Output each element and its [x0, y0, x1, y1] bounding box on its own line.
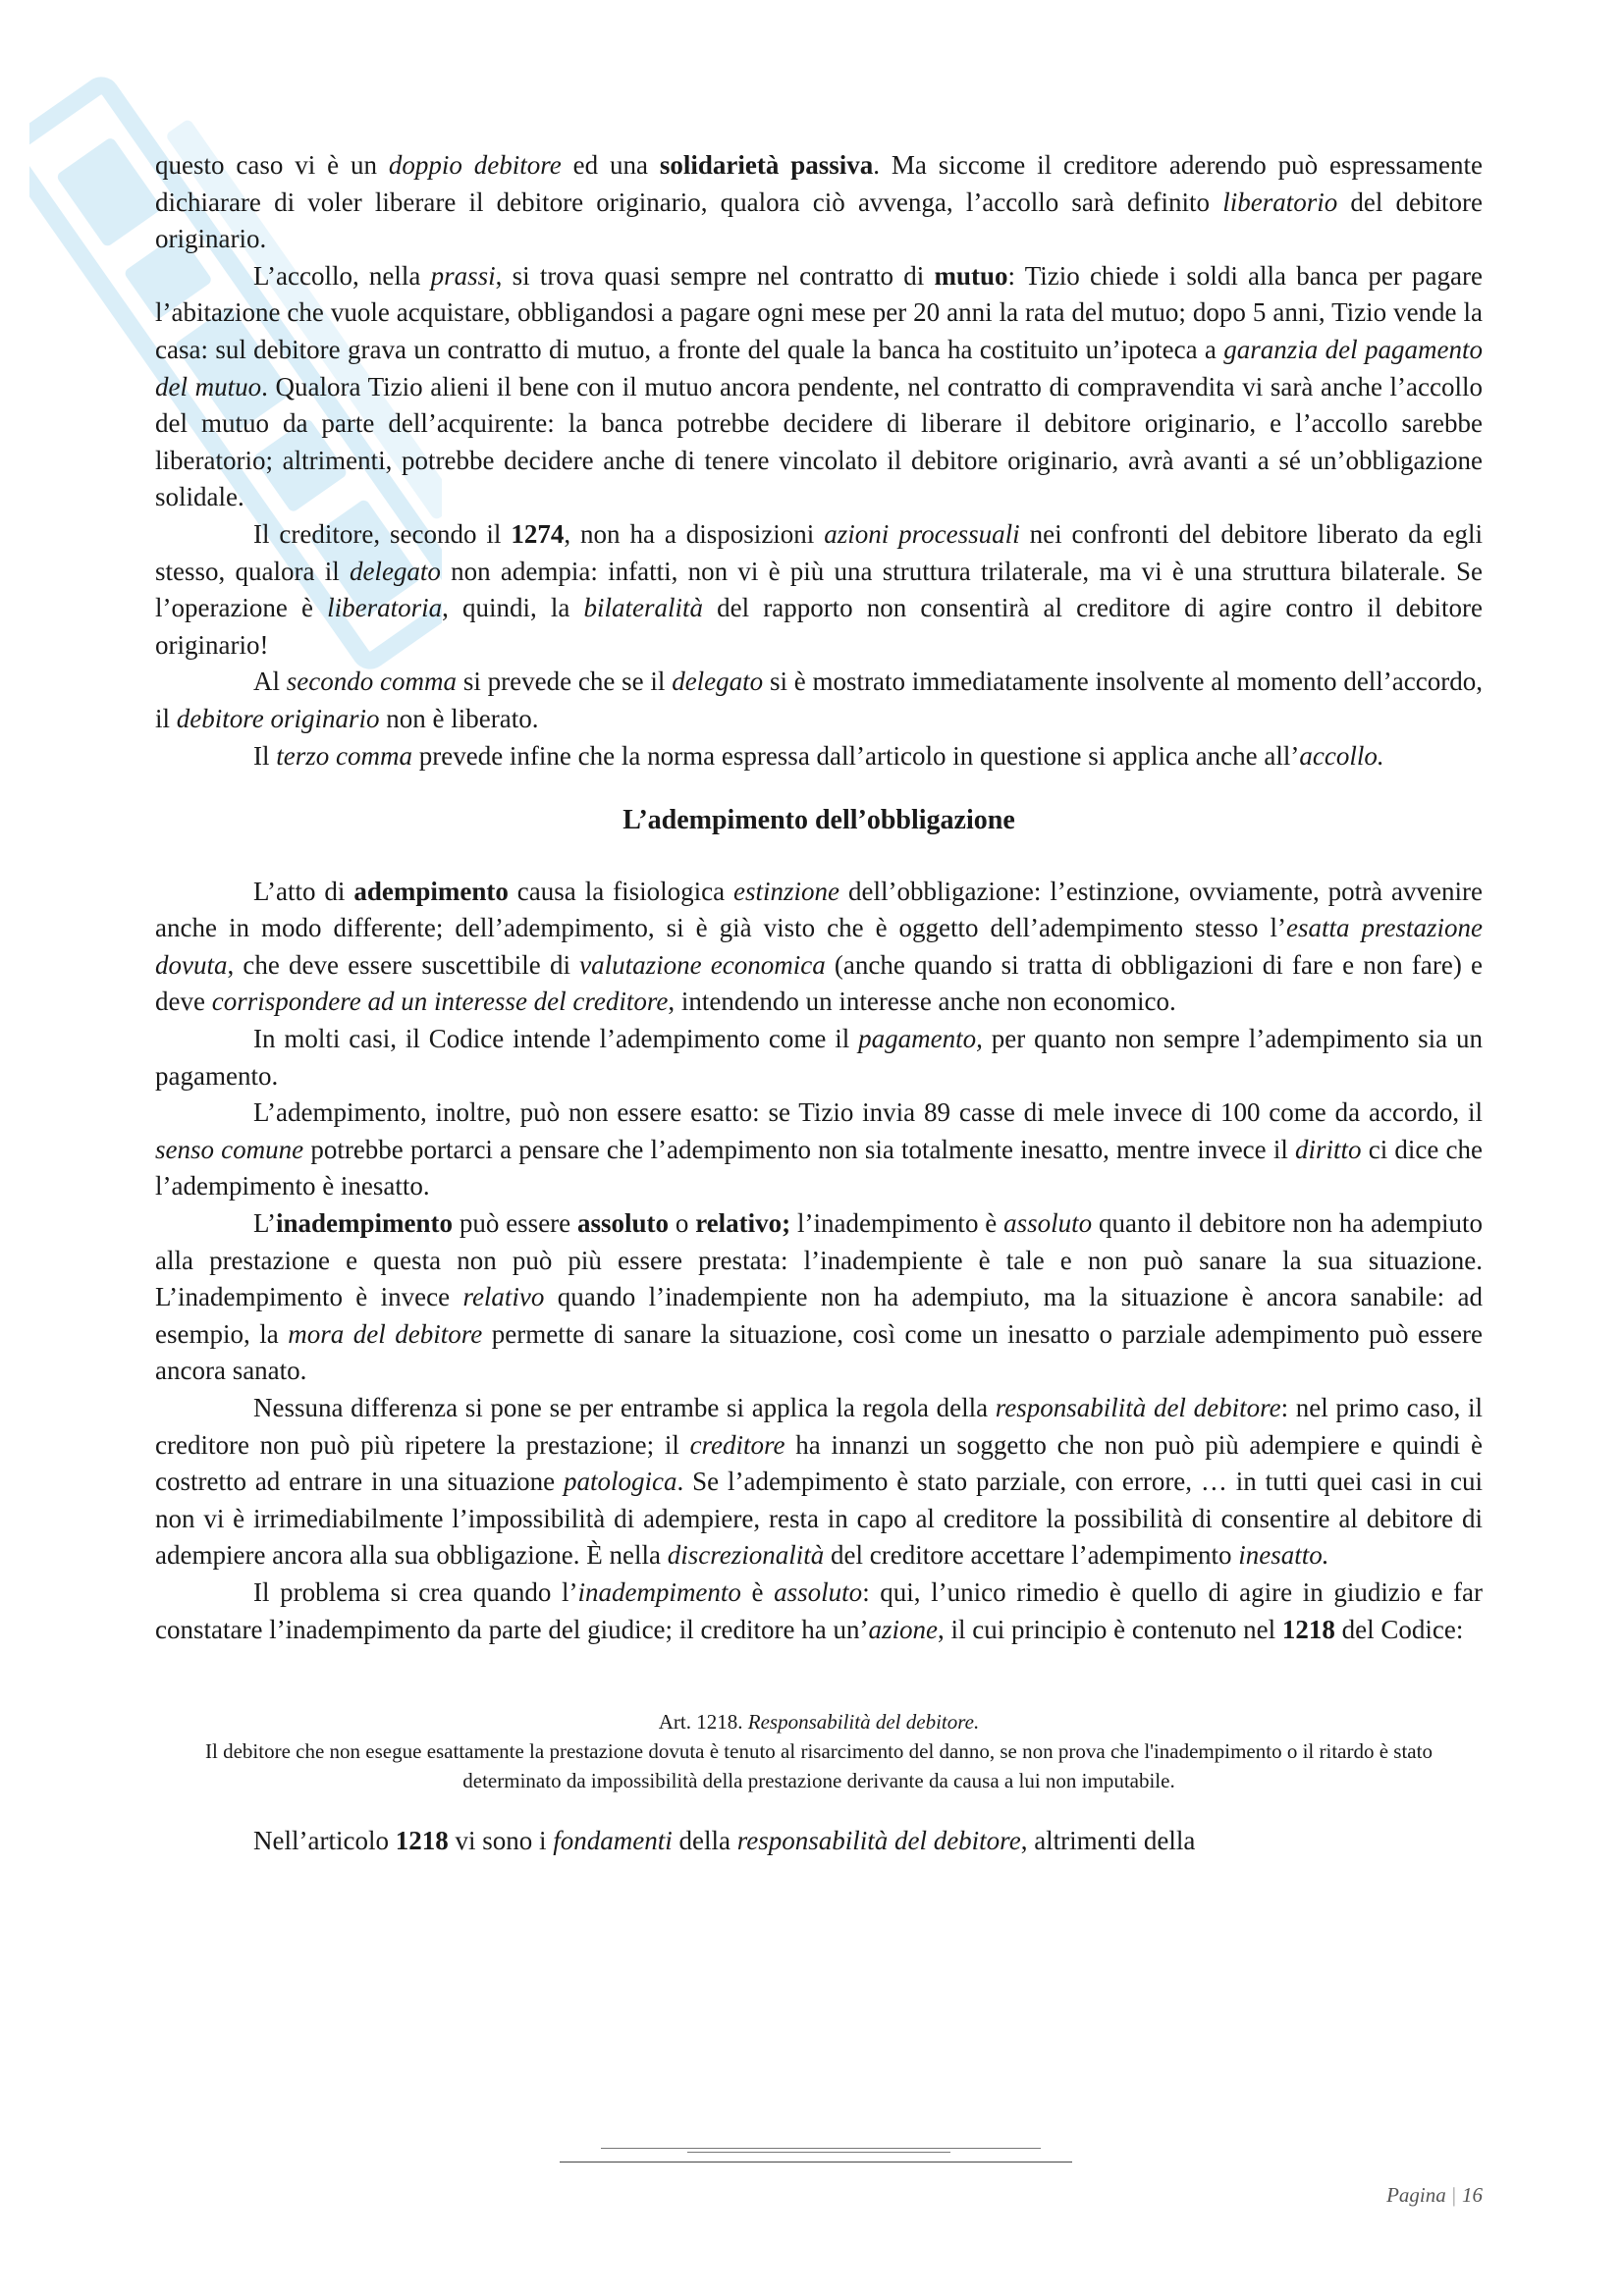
- page-number-footer: [1386, 2183, 1483, 2208]
- strong-solidarieta-passiva: solidarietà passiva: [659, 150, 874, 180]
- footer-rule-top: [601, 2148, 1041, 2149]
- paragraph-4: Al secondo comma si prevede che se il delegato si è mostrato immediatamente insolvente al momento dell’accordo, il debitore originario non è liberato.: [155, 667, 1483, 733]
- article-quote-title: Art. 1218. Responsabilità del debitore.: [658, 1710, 980, 1735]
- paragraph-7: In molti casi, il Codice intende l’adempimento come il pagamento, per quanto non sempre l’adempimento sia un pagamento.: [155, 1024, 1483, 1091]
- article-quote: [155, 1707, 1483, 1795]
- page-body: [155, 147, 1483, 1860]
- footer-label: Pagina: [1386, 2183, 1446, 2207]
- footer-separator: |: [1451, 2183, 1456, 2207]
- paragraph-11: Il problema si crea quando l’inadempimento è assoluto: qui, l’unico rimedio è quello di agire in giudizio e far constatare l’inadempimento da parte del giudice; il creditore ha un’azione, il cui principio è contenuto nel 1218 del Codice:: [155, 1576, 1484, 1644]
- footer-rule-bottom: [560, 2162, 1072, 2163]
- paragraph-12: Nell’articolo 1218 vi sono i fondamenti della responsabilità del debitore, altrimenti della: [253, 1826, 1196, 1856]
- em-liberatorio: liberatorio: [1222, 187, 1338, 217]
- paragraph-6: L’atto di adempimento causa la fisiologica estinzione dell’obbligazione: l’estinzione, ovviamente, potrà avvenire anche in modo differente; dell’adempimento, si è già visto che è oggetto dell’adempimento stesso l’esatta prestazione dovuta, che deve essere suscettibile di valutazione economica (anche quando si tratta di obbligazioni di fare e non fare) e deve corrispondere ad un interesse del creditore, intendendo un interesse anche non economico.: [155, 876, 1483, 1017]
- paragraph-9: L’inadempimento può essere assoluto o relativo; l’inadempimento è assoluto quanto il debitore non ha adempiuto alla prestazione e questa non può più essere prestata: l’inadempiente è tale e non può sanare la sua situazione. L’inadempimento è invece relativo quando l’inadempiente non ha adempiuto, ma la situazione è ancora sanabile: ad esempio, la mora del debitore permette di sanare la situazione, così come un inesatto o parziale adempimento può essere ancora sanato.: [155, 1208, 1484, 1386]
- paragraph-10: Nessuna differenza si pone se per entrambe si applica la regola della responsabilità del debitore: nel primo caso, il creditore non può più ripetere la prestazione; il creditore ha innanzi un soggetto che non può più adempiere e quindi è costretto ad entrare in una situazione patologica. Se l’adempimento è stato parziale, con errore, … in tutti quei casi in cui non vi è irrimediabilmente l’impossibilità di adempiere, resta in capo al creditore la possibilità di consentire al debitore di adempiere ancora alla sua obbligazione. È nella discrezionalità del creditore accettare l’adempimento inesatto.: [155, 1393, 1483, 1571]
- paragraph-3: Il creditore, secondo il 1274, non ha a disposizioni azioni processuali nei confronti del debitore liberato da egli stesso, qualora il delegato non adempia: infatti, non vi è più una struttura trilaterale, ma vi è una struttura bilaterale. Se l’operazione è liberatoria, quindi, la bilateralità del rapporto non consentirà al creditore di agire contro il debitore originario!: [155, 518, 1483, 660]
- paragraph-5: Il terzo comma prevede infine che la norma espressa dall’articolo in questione si applica anche all’accollo.: [253, 740, 1384, 771]
- section-heading: L’adempimento dell’obbligazione: [622, 805, 1015, 836]
- paragraph-8: L’adempimento, inoltre, può non essere esatto: se Tizio invia 89 casse di mele invece di 100 come da accordo, il senso comune potrebbe portarci a pensare che l’adempimento non sia totalmente inesatto, mentre invece il diritto ci dice che l’adempimento è inesatto.: [155, 1097, 1483, 1201]
- paragraph-2: L’accollo, nella prassi, si trova quasi sempre nel contratto di mutuo: Tizio chiede i soldi alla banca per pagare l’abitazione che vuole acquistare, obbligandosi a pagare ogni mese per 20 anni la rata del mutuo; dopo 5 anni, Tizio vende la casa: sul debitore grava un contratto di mutuo, a fronte del quale la banca ha costituito un’ipoteca a garanzia del pagamento del mutuo. Qualora Tizio alieni il bene con il mutuo ancora pendente, nel contratto di compravendita vi sarà anche l’accollo del mutuo da parte dell’acquirente: la banca potrebbe decidere di liberare il debitore originario, e l’accollo sarebbe liberatorio; altrimenti, potrebbe decidere anche di tenere vincolato il debitore originario, avrà avanti a sé un’obbligazione solidale.: [155, 260, 1484, 512]
- page-number: 16: [1462, 2183, 1483, 2207]
- paragraph-1: questo caso vi è un doppio debitore ed una solidarietà passiva. Ma siccome il creditore aderendo può espressamente dichiarare di voler liberare il debitore originario, qualora ciò avvenga, l’accollo sarà definito liberatorio del debitore originario.: [155, 150, 1483, 254]
- footer-rule-top-short: [687, 2152, 950, 2153]
- em-doppio-debitore: doppio debitore: [388, 150, 562, 180]
- article-quote-body: Il debitore che non esegue esattamente la prestazione dovuta è tenuto al risarcimento del danno, se non prova che l'inadempimento o il ritardo è stato determinato da impossibilità della prestazione derivante da causa a lui non imputabile.: [205, 1739, 1433, 1793]
